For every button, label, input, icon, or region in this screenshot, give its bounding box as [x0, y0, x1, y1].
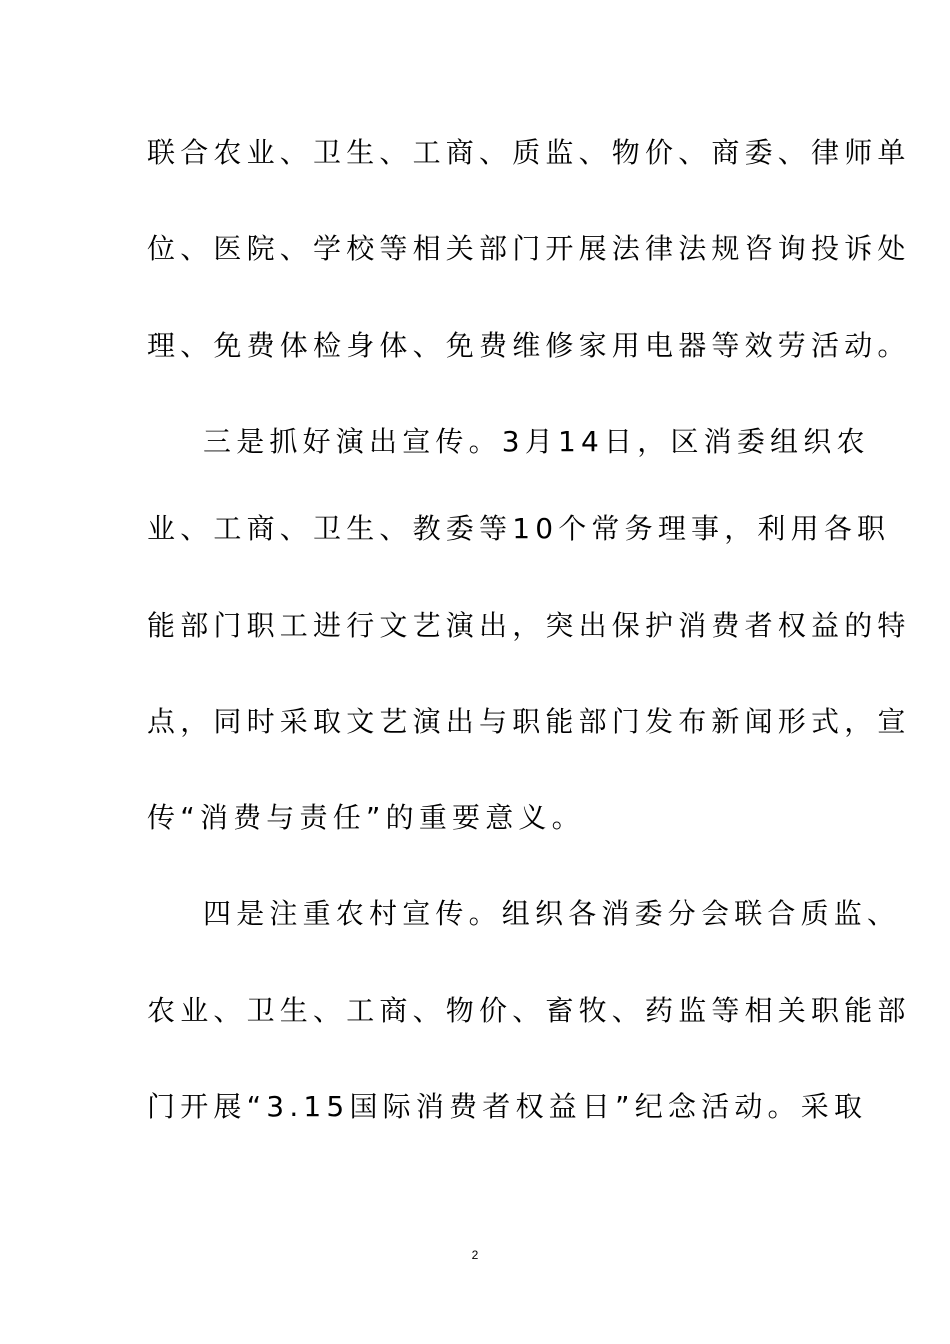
text-line-10: 农业、卫生、工商、物价、畜牧、药监等相关职能部 — [147, 994, 911, 1027]
text-line-3: 理、免费体检身体、免费维修家用电器等效劳活动。 — [147, 329, 911, 362]
paragraph-three-start: 三是抓好演出宣传。3月14日，区消委组织农 — [203, 425, 870, 458]
text-line-5: 业、工商、卫生、教委等10个常务理事，利用各职 — [147, 512, 891, 545]
text-line-7: 点，同时采取文艺演出与职能部门发布新闻形式，宣 — [147, 705, 911, 738]
text-line-6: 能部门职工进行文艺演出，突出保护消费者权益的特 — [147, 609, 911, 642]
text-line-2: 位、医院、学校等相关部门开展法律法规咨询投诉处 — [147, 232, 911, 265]
text-line-1: 联合农业、卫生、工商、质监、物价、商委、律师单 — [147, 136, 911, 169]
text-line-11: 门开展“3.15国际消费者权益日”纪念活动。采取 — [147, 1090, 868, 1123]
text-line-8: 传“消费与责任”的重要意义。 — [147, 801, 585, 834]
page-number: 2 — [471, 1248, 479, 1262]
paragraph-four-start: 四是注重农村宣传。组织各消委分会联合质监、 — [203, 897, 901, 930]
